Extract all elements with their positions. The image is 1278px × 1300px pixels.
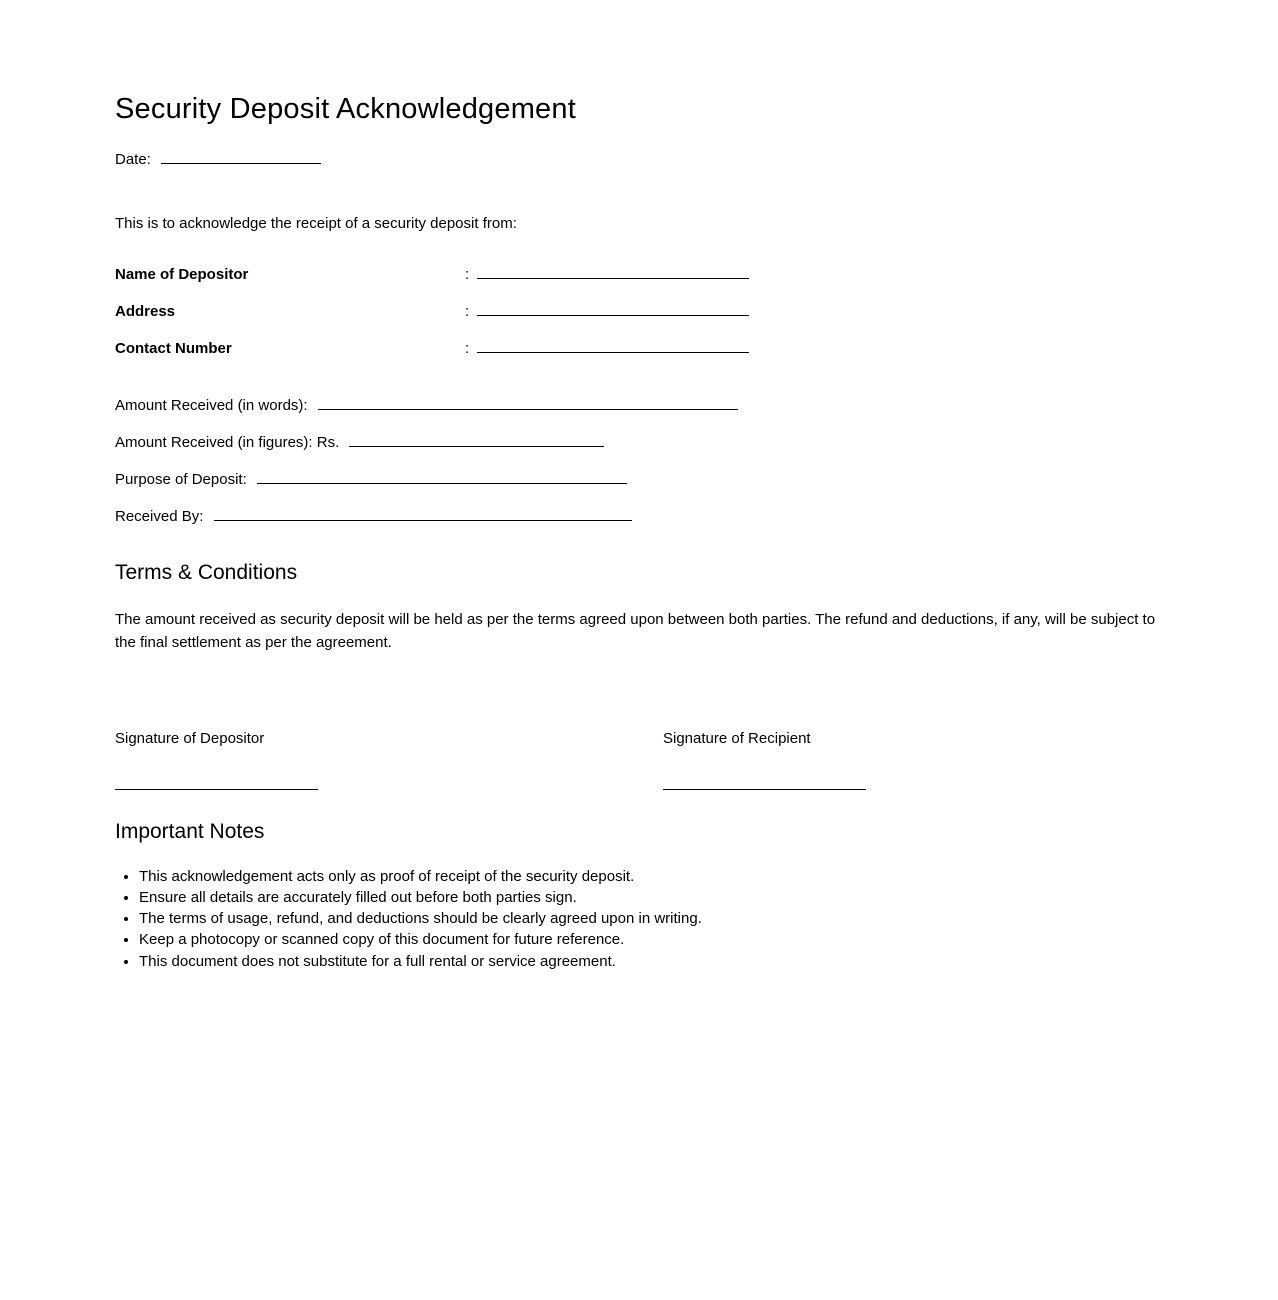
- name-blank-line: [477, 265, 749, 279]
- amount-words-label: Amount Received (in words):: [115, 397, 308, 414]
- signature-recipient-column: [663, 730, 1211, 790]
- depositor-fields: [115, 265, 1163, 357]
- received-by-row: [115, 507, 1163, 525]
- signature-depositor-line: [115, 747, 318, 790]
- date-row: [115, 150, 1163, 168]
- received-by-label: Received By:: [115, 508, 204, 525]
- contact-blank-line: [477, 339, 749, 353]
- field-row-address: [115, 302, 1163, 320]
- terms-section: [115, 561, 1163, 654]
- received-by-blank-line: [214, 507, 632, 521]
- page-title: Security Deposit Acknowledgement: [115, 93, 576, 125]
- date-label: Date:: [115, 151, 151, 168]
- signature-recipient-label: Signature of Recipient: [663, 730, 811, 747]
- field-row-contact-number: [115, 339, 1163, 357]
- purpose-row: [115, 470, 1163, 488]
- note-item: • Keep a photocopy or scanned copy of this document for future reference.: [139, 931, 1163, 949]
- terms-heading: Terms & Conditions: [115, 561, 298, 584]
- address-blank-line: [477, 302, 749, 316]
- important-notes-section: [115, 820, 1163, 971]
- field-row-name-of-depositor: [115, 265, 1163, 283]
- date-blank-line: [161, 150, 321, 164]
- amount-figures-blank-line: [349, 433, 604, 447]
- note-item: • This acknowledgement acts only as proof of receipt of the security deposit.: [139, 868, 1163, 886]
- field-label-contact-number: Contact Number: [115, 340, 232, 357]
- important-notes-heading: Important Notes: [115, 820, 265, 843]
- intro-text: This is to acknowledge the receipt of a security deposit from:: [115, 215, 517, 232]
- colon-separator: :: [465, 340, 470, 357]
- colon-separator: :: [465, 303, 470, 320]
- signature-section: [115, 730, 1163, 790]
- note-item: • Ensure all details are accurately filled out before both parties sign.: [139, 889, 1163, 907]
- colon-separator: :: [465, 266, 470, 283]
- signature-depositor-column: [115, 730, 663, 790]
- purpose-blank-line: [257, 470, 627, 484]
- signature-recipient-line: [663, 747, 866, 790]
- signature-depositor-label: Signature of Depositor: [115, 730, 265, 747]
- amount-words-blank-line: [318, 396, 738, 410]
- amount-words-row: [115, 396, 1163, 414]
- field-label-address: Address: [115, 303, 176, 320]
- terms-body: The amount received as security deposit will be held as per the terms agreed upon between both parties. The refund and deductions, if any, will be subject to the final settlement as per the agreement.: [115, 611, 1156, 651]
- field-label-name-of-depositor: Name of Depositor: [115, 266, 249, 283]
- important-notes-list: [115, 868, 1163, 971]
- amount-figures-row: [115, 433, 1163, 451]
- amount-figures-label: Amount Received (in figures): Rs.: [115, 434, 340, 451]
- note-item: • The terms of usage, refund, and deductions should be clearly agreed upon in writing.: [139, 910, 1163, 928]
- note-item: • This document does not substitute for a full rental or service agreement.: [139, 953, 1163, 971]
- purpose-label: Purpose of Deposit:: [115, 471, 247, 488]
- amount-details: [115, 396, 1163, 525]
